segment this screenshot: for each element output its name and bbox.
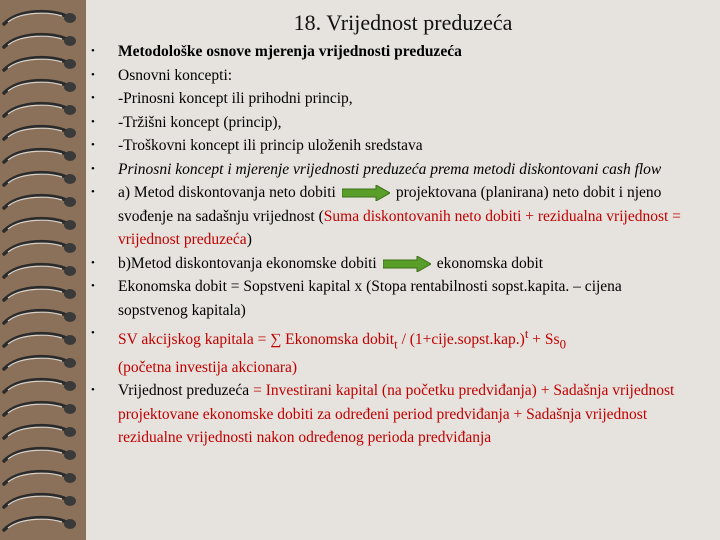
bullet-text: / (1+cije.sopst.kap.) bbox=[397, 331, 525, 349]
bullet-text: -Troškovni koncept ili princip uloženih sredstava bbox=[118, 137, 423, 154]
bullet-item bbox=[86, 252, 686, 276]
bullet-text: Vrijednost preduzeća bbox=[118, 382, 254, 400]
spiral-ring bbox=[4, 242, 76, 254]
bullet-dot-icon: • bbox=[91, 45, 95, 57]
bullet-dot-icon: • bbox=[91, 92, 95, 104]
spiral-ring bbox=[4, 58, 76, 70]
bullet-dot-icon: • bbox=[91, 115, 95, 128]
bullet-item bbox=[86, 111, 686, 135]
spiral-ring bbox=[4, 104, 76, 116]
spiral-ring bbox=[4, 495, 76, 507]
spiral-ring bbox=[4, 357, 76, 369]
bullet-dot-icon: • bbox=[91, 68, 95, 81]
spiral-ring bbox=[4, 196, 76, 208]
bullet-dot-icon: • bbox=[91, 139, 95, 151]
arrow-right-icon bbox=[342, 185, 390, 201]
bullet-dot-icon: • bbox=[91, 384, 95, 397]
spiral-ring bbox=[4, 426, 76, 438]
spiral-ring bbox=[4, 288, 76, 300]
bullet-item bbox=[86, 379, 686, 450]
spiral-ring bbox=[4, 35, 76, 47]
spiral-ring bbox=[4, 449, 76, 461]
bullet-text: ekonomska dobit bbox=[436, 254, 544, 272]
slide-title: 18. Vrijednost preduzeća bbox=[293, 10, 513, 35]
bullet-item bbox=[86, 322, 686, 379]
bullet-item bbox=[86, 64, 686, 88]
arrow-shape bbox=[342, 185, 390, 201]
bullet-item bbox=[86, 275, 686, 322]
bullet-text: b)Metod diskontovanja ekonomske dobiti bbox=[118, 254, 377, 272]
bullet-item bbox=[86, 40, 686, 64]
bullet-text: ) bbox=[246, 231, 252, 248]
bullet-text: Osnovni koncepti: bbox=[118, 66, 233, 84]
bullet-highlight: = Investirani kapital (na početku predviđanja) + Sadašnja vrijednost projektovane ekonomske dobiti za određeni period predviđanja + Sadašnja vrijednost rezidualne vrijednosti nakon određenog perioda predviđanja bbox=[118, 382, 675, 447]
superscript: t bbox=[524, 326, 529, 341]
spiral-ring bbox=[4, 518, 76, 530]
spiral-ring bbox=[4, 12, 76, 24]
bullet-dot-icon: • bbox=[91, 162, 95, 175]
bullet-dot-icon: • bbox=[91, 280, 95, 292]
subscript: 0 bbox=[559, 336, 567, 352]
bullet-text: projektovana (planirana) neto dobit i njeno svođenje na sadašnju vrijednost ( bbox=[118, 184, 662, 225]
bullet-text: (početna investija akcionara) bbox=[118, 358, 298, 376]
spiral-ring bbox=[4, 265, 76, 277]
bullet-dot-icon: • bbox=[91, 186, 95, 198]
bullet-dot-icon: • bbox=[91, 256, 95, 269]
bullet-highlight: Suma diskontovanih neto dobiti + rezidualna vrijednost = vrijednost preduzeća bbox=[118, 207, 681, 248]
bullet-item bbox=[86, 181, 686, 252]
spiral-ring bbox=[4, 219, 76, 231]
spiral-ring bbox=[4, 472, 76, 484]
subscript: t bbox=[394, 336, 398, 352]
bullet-dot-icon: • bbox=[91, 327, 95, 339]
bullet-list bbox=[86, 40, 686, 450]
bullet-text: a) Metod diskontovanja neto dobiti bbox=[118, 184, 336, 201]
spiral-ring bbox=[4, 127, 76, 139]
spiral-ring bbox=[4, 150, 76, 162]
arrow-shape bbox=[383, 256, 431, 272]
spiral-ring bbox=[4, 334, 76, 346]
spiral-ring bbox=[4, 380, 76, 392]
bullet-text: -Prinosni koncept ili prihodni princip, bbox=[118, 90, 353, 107]
spiral-ring bbox=[4, 81, 76, 93]
bullet-text: Metodološke osnove mjerenja vrijednosti preduzeća bbox=[118, 43, 462, 60]
bullet-text: -Tržišni koncept (princip), bbox=[118, 113, 282, 131]
bullet-text: + Ss bbox=[528, 331, 560, 349]
bullet-text: Ekonomska dobit = Sopstveni kapital x (Stopa rentabilnosti sopst.kapita. – cijena sopstvenog kapitala) bbox=[118, 278, 622, 319]
spiral-binding-icon bbox=[0, 0, 86, 540]
spiral-ring bbox=[4, 311, 76, 323]
spiral-ring bbox=[4, 403, 76, 415]
bullet-item bbox=[86, 158, 686, 182]
bullet-text: SV akcijskog kapitala = ∑ Ekonomska dobit bbox=[118, 331, 395, 349]
arrow-right-icon bbox=[383, 256, 431, 272]
spiral-ring bbox=[4, 173, 76, 185]
bullet-item bbox=[86, 134, 686, 158]
bullet-item bbox=[86, 87, 686, 111]
bullet-text: Prinosni koncept i mjerenje vrijednosti preduzeća prema metodi diskontovani cash flow bbox=[118, 160, 662, 178]
